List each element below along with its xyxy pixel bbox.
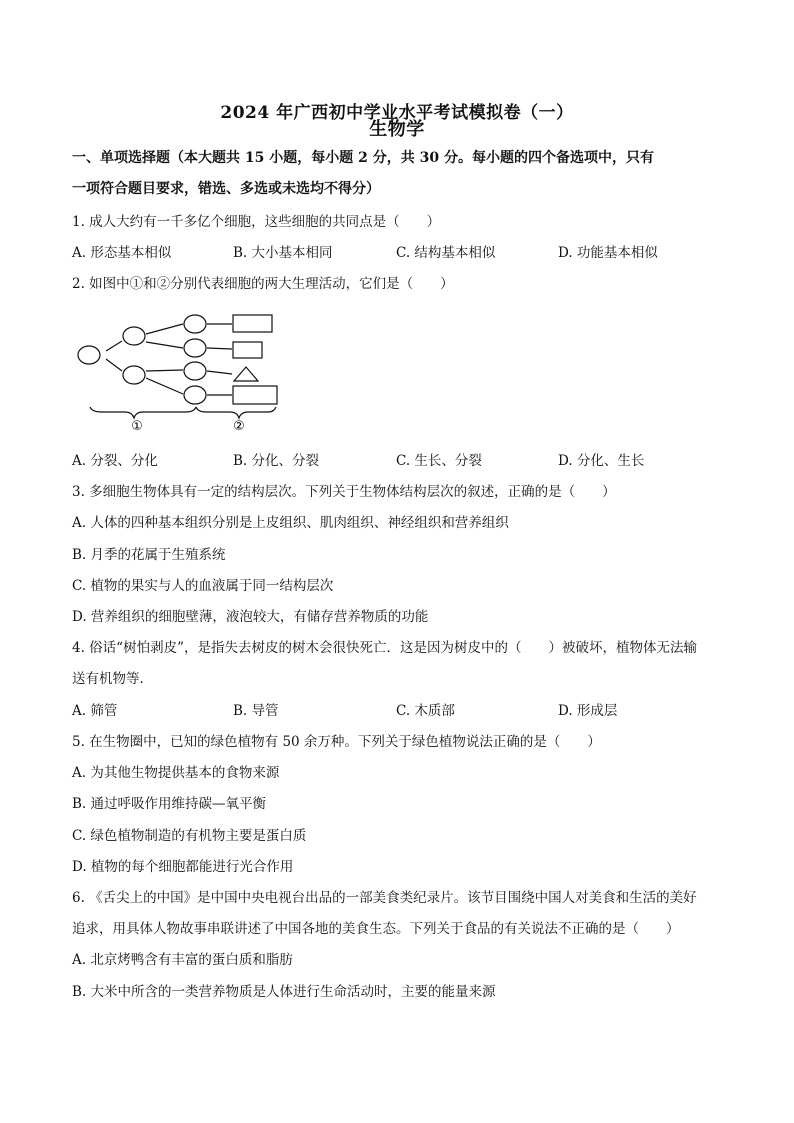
q2-option-b: B. 分化、分裂 [233,453,320,469]
q1-option-a: A. 形态基本相似 [72,245,172,261]
diagram-line [146,342,183,348]
differentiated-cell-rectangle [233,342,262,358]
daughter-cell [123,327,145,345]
q2-option-a: A. 分裂、分化 [72,453,158,469]
q2-option-d: D. 分化、生长 [558,453,645,469]
differentiated-cell-triangle [234,367,258,381]
q5-stem: 5. 在生物圈中，已知的绿色植物有 50 余万种。下列关于绿色植物说法正确的是（ ） [72,734,601,750]
q4-stem-line2: 送有机物等． [72,671,153,687]
q2-option-c: C. 生长、分裂 [396,453,482,469]
q1-stem: 1. 成人大约有一千多亿个细胞，这些细胞的共同点是（ ） [72,214,441,230]
q4-option-a: A. 筛管 [72,703,118,719]
granddaughter-cell [184,339,206,357]
diagram-line [207,371,232,374]
q3-option-a: A. 人体的四种基本组织分别是上皮组织、肌肉组织、神经组织和营养组织 [72,515,509,531]
diagram-line [146,378,183,394]
brace-2 [196,407,276,418]
diagram-line [106,359,122,371]
cell-division-differentiation-diagram [70,305,290,437]
granddaughter-cell [184,362,206,380]
diagram-label-1: ① [131,419,143,434]
q1-option-d: D. 功能基本相似 [558,245,658,261]
diagram-label-2: ② [233,419,245,434]
q2-stem: 2. 如图中①和②分别代表细胞的两大生理活动，它们是（ ） [72,276,454,292]
differentiated-cell-rectangle [233,315,272,332]
diagram-line [146,370,183,371]
q1-option-b: B. 大小基本相同 [233,245,333,261]
q4-option-d: D. 形成层 [558,703,618,719]
section-instruction-line2: 一项符合题目要求，错选、多选或未选均不得分） [72,181,380,197]
granddaughter-cell [184,386,206,404]
q3-option-d: D. 营养组织的细胞壁薄，液泡较大，有储存营养物质的功能 [72,609,429,625]
q1-option-c: C. 结构基本相似 [396,245,496,261]
brace-1 [90,407,196,418]
q3-stem: 3. 多细胞生物体具有一定的结构层次。下列关于生物体结构层次的叙述，正确的是（ ） [72,484,616,500]
differentiated-cell-rectangle [233,386,277,404]
q4-option-c: C. 木质部 [396,703,455,719]
q4-stem-line1: 4. 俗话“树怕剥皮”，是指失去树皮的树木会很快死亡．这是因为树皮中的（ ）被破坏，植物体无法输 [72,640,697,656]
q5-option-b: B. 通过呼吸作用维持碳—氧平衡 [72,796,267,812]
diagram-line [207,348,232,349]
q5-option-d: D. 植物的每个细胞都能进行光合作用 [72,859,294,875]
q6-stem-line1: 6. 《舌尖上的中国》是中国中央电视台出品的一部美食类纪录片。该节目围绕中国人对美食和生活的美好 [72,890,697,906]
q5-option-a: A. 为其他生物提供基本的食物来源 [72,765,280,781]
diagram-line [146,324,183,334]
q4-option-b: B. 导管 [233,703,279,719]
exam-title: 2024 年广西初中学业水平考试模拟卷（一） [220,103,574,123]
q5-option-c: C. 绿色植物制造的有机物主要是蛋白质 [72,828,307,844]
parent-cell [78,346,100,364]
subject-title: 生物学 [369,119,425,140]
q6-stem-line2: 追求，用具体人物故事串联讲述了中国各地的美食生态。下列关于食品的有关说法不正确的是（ ） [72,921,680,937]
q6-option-a: A. 北京烤鸭含有丰富的蛋白质和脂肪 [72,952,293,968]
diagram-line [106,341,122,351]
q3-option-b: B. 月季的花属于生殖系统 [72,547,226,563]
daughter-cell [123,366,145,384]
q3-option-c: C. 植物的果实与人的血液属于同一结构层次 [72,578,334,594]
section-instruction-line1: 一、单项选择题（本大题共 15 小题，每小题 2 分，共 30 分。每小题的四个备选项中，只有 [72,150,654,166]
granddaughter-cell [184,315,206,333]
q6-option-b: B. 大米中所含的一类营养物质是人体进行生命活动时，主要的能量来源 [72,984,496,1000]
